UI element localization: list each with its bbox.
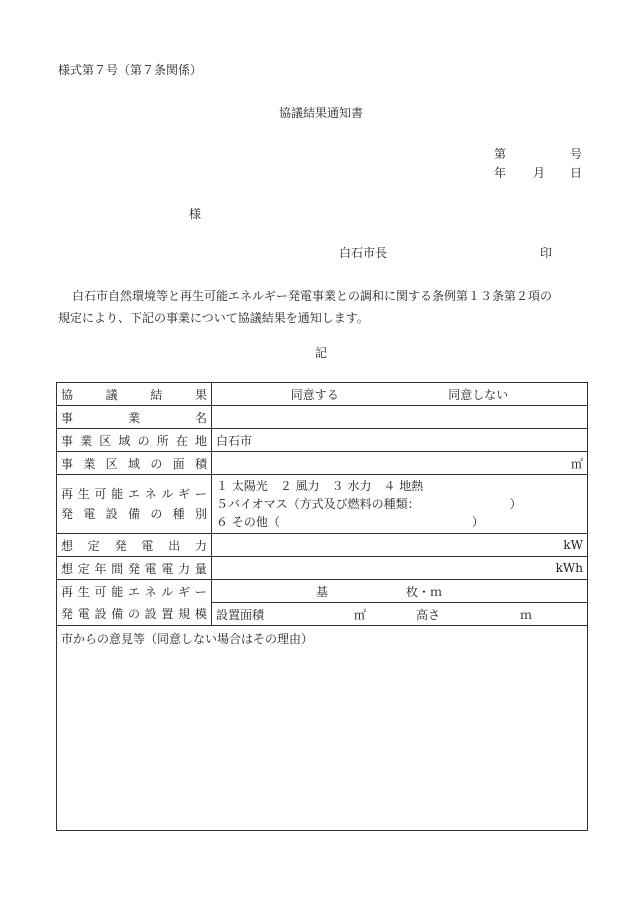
details-table [56, 382, 588, 831]
output-label: 想 定 発 電 出 力 [57, 534, 212, 557]
seal-mark: 印 [540, 246, 553, 260]
document-title: 協議結果通知書 [279, 106, 364, 120]
justify-label: 協 議 結 果 [61, 387, 207, 402]
form-number: 様式第７号（第７条関係） [58, 63, 203, 77]
table-row [57, 557, 588, 580]
body-paragraph [58, 285, 588, 329]
area-label: 事 業 区 域 の 面 積 [57, 452, 212, 475]
disagree-option[interactable]: 同意しない [448, 387, 509, 402]
install-area-unit: ㎡ [354, 607, 367, 622]
table-row [57, 626, 588, 831]
table-row [57, 429, 588, 452]
location-label: 事 業 区 域 の 所 在 地 [57, 429, 212, 452]
count-unit-units: 基 [316, 584, 329, 599]
type-options[interactable] [212, 475, 588, 534]
table-row [57, 383, 588, 406]
date-year: 年 [494, 166, 507, 180]
result-label [57, 383, 212, 406]
issuer-name: 白石市長 [339, 246, 388, 260]
annual-label: 想 定 年 間 発 電 電 力 量 [57, 557, 212, 580]
type-option-line-2: ５バイオマス（方式及び燃料の種類： ） [216, 497, 522, 511]
doc-number-prefix: 第 [494, 147, 507, 161]
scale-size-field[interactable] [212, 603, 588, 626]
opinion-label: 市からの意見等（同意しない場合はその理由） [61, 632, 314, 646]
ki-heading: 記 [315, 346, 328, 360]
type-label: 再 生 可 能 エ ネ ル ギ ー 発 電 設 備 の 種 別 [57, 475, 212, 534]
scale-label: 再 生 可 能 エ ネ ル ギ ー 発 電 設 備 の 設 置 規 模 [57, 580, 212, 626]
type-option-line-1: １ 太陽光 ２ 風力 ３ 水力 ４ 地熱 [216, 479, 424, 493]
count-unit-panels: 枚・ｍ [406, 584, 443, 599]
height-unit: ｍ [520, 607, 533, 622]
height-label: 高さ [416, 607, 441, 622]
addressee-suffix: 様 [189, 207, 202, 221]
scale-count-field[interactable] [212, 580, 588, 603]
location-field[interactable]: 白石市 [212, 429, 588, 452]
output-field[interactable]: kW [212, 534, 588, 557]
doc-number-suffix: 号 [570, 147, 583, 161]
date-day: 日 [570, 166, 583, 180]
project-name-field[interactable] [212, 406, 588, 429]
result-value [212, 383, 588, 406]
table-row [57, 452, 588, 475]
table-row [57, 406, 588, 429]
install-area-label: 設置面積 [216, 607, 265, 622]
agree-option[interactable]: 同意する [290, 387, 339, 402]
annual-field[interactable]: kWh [212, 557, 588, 580]
table-row [57, 580, 588, 603]
table-row [57, 475, 588, 534]
date-month: 月 [533, 166, 546, 180]
type-option-line-3: ６ その他（ ） [216, 515, 484, 529]
body-line-1: 白石市自然環境等と再生可能エネルギー発電事業との調和に関する条例第１３条第２項の [72, 289, 553, 303]
project-name-label: 事 業 名 [57, 406, 212, 429]
opinion-field[interactable] [57, 626, 588, 831]
body-line-2: 規定により、下記の事業について協議結果を通知します。 [58, 311, 369, 325]
table-row [57, 534, 588, 557]
area-field[interactable]: ㎡ [212, 452, 588, 475]
